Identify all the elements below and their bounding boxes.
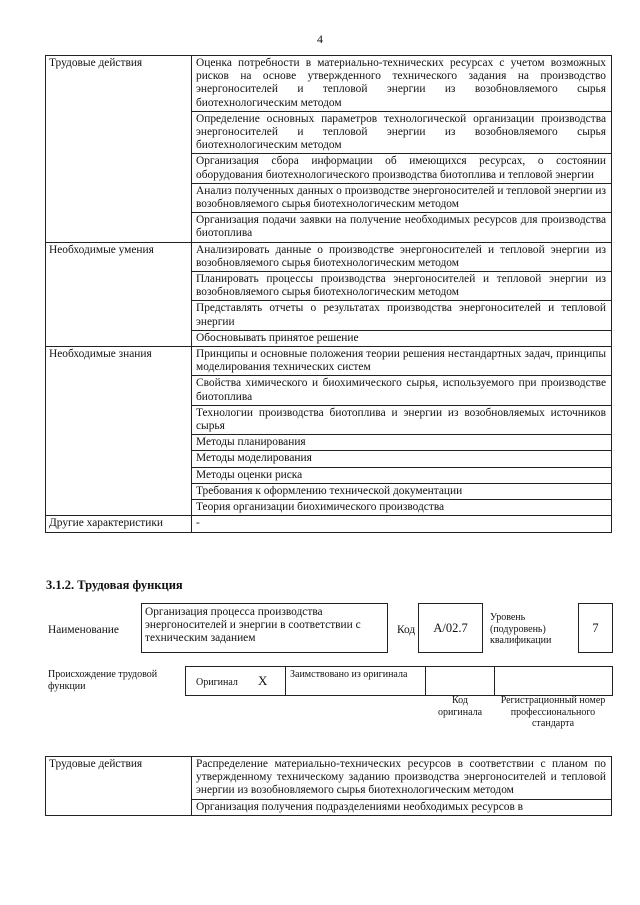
labor-actions-table xyxy=(45,756,612,816)
table-cell: Требования к оформлению технической документации xyxy=(192,483,612,499)
table-cell: - xyxy=(192,516,612,532)
table-row xyxy=(46,242,612,271)
table-row xyxy=(46,516,612,532)
table-cell: Принципы и основные положения теории решения нестандартных задач, принципы моделирования технических систем xyxy=(192,347,612,376)
code-box xyxy=(418,603,483,653)
origin-divider-3 xyxy=(494,667,495,695)
registration-number-caption: Регистрационный номер профессионального стандарта xyxy=(500,695,606,729)
row-group-label: Необходимые знания xyxy=(46,347,192,516)
origin-label: Происхождение трудовой функции xyxy=(48,669,158,692)
table-cell: Анализ полученных данных о производстве энергоносителей и тепловой энергии из возобновляемого сырья биотехнологическим методом xyxy=(192,183,612,212)
table-cell: Оценка потребности в материально-технических ресурсах с учетом возможных рисков на основе утвержденного технического задания на производство энергоносителей и тепловой энергии из возобновляемого сырья биотехнологическим методом xyxy=(192,56,612,112)
table-cell: Методы моделирования xyxy=(192,451,612,467)
code-label: Код xyxy=(397,624,416,636)
table-cell: Методы оценки риска xyxy=(192,467,612,483)
borrowed-label: Заимствовано из оригинала xyxy=(290,669,408,680)
code-original-caption: Код оригинала xyxy=(437,695,483,718)
table-cell: Методы планирования xyxy=(192,435,612,451)
function-name-box xyxy=(141,603,388,653)
level-label: Уровень (подуровень) квалификации xyxy=(490,612,552,646)
origin-row-box xyxy=(185,666,613,696)
section-title: 3.1.2. Трудовая функция xyxy=(46,578,183,592)
table-cell: Обосновывать принятое решение xyxy=(192,330,612,346)
table-cell: Определение основных параметров технологической организации производства энергоносителей и тепловой энергии из возобновляемого сырья биотехнологическим методом xyxy=(192,111,612,154)
table-cell: Анализировать данные о производстве энергоносителей и тепловой энергии из возобновляемого сырья биотехнологическим методом xyxy=(192,242,612,271)
labor-function-details-table xyxy=(45,55,612,533)
level-box xyxy=(578,603,613,653)
table-row xyxy=(46,56,612,112)
origin-divider-2 xyxy=(425,667,426,695)
table-cell: Технологии производства биотоплива и энергии из возобновляемых источников сырья xyxy=(192,405,612,434)
level-value: 7 xyxy=(592,621,599,635)
table-row xyxy=(46,347,612,376)
table-cell: Планировать процессы производства энергоносителей и тепловой энергии из возобновляемого сырья биотехнологическим методом xyxy=(192,272,612,301)
table-cell: Представлять отчеты о результатах производства энергоносителей и тепловой энергии xyxy=(192,301,612,330)
table-cell: Организация получения подразделениями необходимых ресурсов в xyxy=(192,799,612,815)
page-number: 4 xyxy=(317,32,323,46)
table-cell: Организация сбора информации об имеющихся ресурсах, о состоянии оборудования биотехнологического производства биотоплива и тепловой энергии xyxy=(192,154,612,183)
table-cell: Теория организации биохимического производства xyxy=(192,500,612,516)
row-group-label: Необходимые умения xyxy=(46,242,192,346)
name-label: Наименование xyxy=(48,624,119,636)
row-group-label: Трудовые действия xyxy=(46,56,192,243)
row-group-label: Трудовые действия xyxy=(46,757,192,816)
table-cell: Свойства химического и биохимического сырья, используемого при производстве биотоплива xyxy=(192,376,612,405)
function-name-value: Организация процесса производства энергоносителей и энергии в соответствии с техническим заданием xyxy=(145,606,361,645)
code-value: А/02.7 xyxy=(433,621,468,635)
table-row xyxy=(46,757,612,800)
original-label: Оригинал xyxy=(196,677,238,688)
original-mark: X xyxy=(258,673,268,688)
origin-divider-1 xyxy=(285,667,286,695)
table-cell: Организация подачи заявки на получение необходимых ресурсов для производства биотоплива xyxy=(192,213,612,242)
row-group-label: Другие характеристики xyxy=(46,516,192,532)
table-cell: Распределение материально-технических ресурсов в соответствии с планом по утвержденному техническому заданию производства энергоносителей и тепловой энергии из возобновляемого сырья биотехнологическим методом xyxy=(192,757,612,800)
